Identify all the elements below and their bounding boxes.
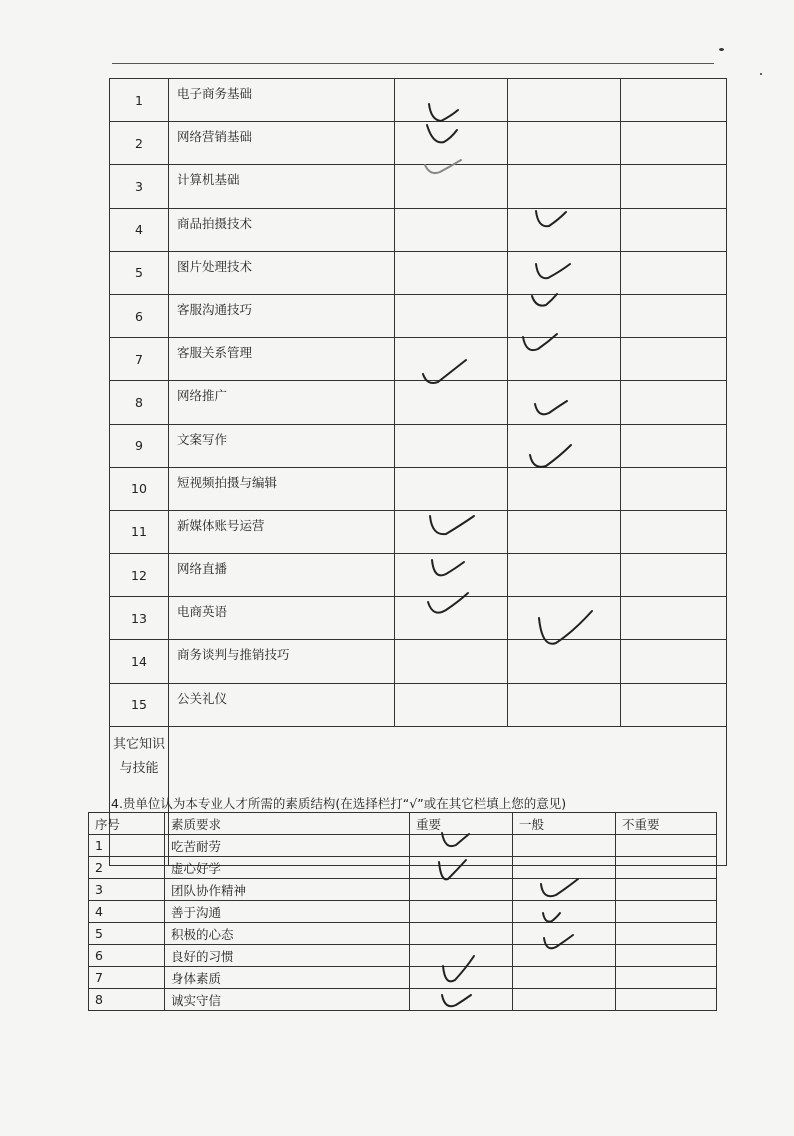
unimportant-cell bbox=[621, 79, 727, 122]
column-header: 序号 bbox=[89, 813, 165, 835]
scan-speck bbox=[760, 73, 762, 75]
row-number: 9 bbox=[110, 424, 169, 467]
normal-cell bbox=[513, 989, 616, 1011]
quality-row bbox=[89, 945, 717, 967]
scan-speck bbox=[719, 48, 724, 51]
quality-name: 良好的习惯 bbox=[165, 945, 410, 967]
quality-name: 团队协作精神 bbox=[165, 879, 410, 901]
unimportant-cell bbox=[616, 989, 717, 1011]
row-number: 8 bbox=[110, 381, 169, 424]
skills-row bbox=[110, 79, 727, 122]
header-rule bbox=[112, 63, 714, 64]
row-number: 4 bbox=[110, 208, 169, 251]
normal-cell bbox=[508, 554, 621, 597]
unimportant-cell bbox=[621, 597, 727, 640]
unimportant-cell bbox=[621, 122, 727, 165]
skill-name: 网络直播 bbox=[169, 554, 395, 597]
unimportant-cell bbox=[621, 165, 727, 208]
normal-cell bbox=[508, 683, 621, 726]
row-number: 8 bbox=[89, 989, 165, 1011]
important-cell bbox=[410, 945, 513, 967]
quality-name: 虚心好学 bbox=[165, 857, 410, 879]
normal-cell bbox=[508, 510, 621, 553]
important-cell bbox=[410, 967, 513, 989]
normal-cell bbox=[513, 879, 616, 901]
skills-row bbox=[110, 165, 727, 208]
quality-row bbox=[89, 835, 717, 857]
important-cell bbox=[395, 251, 508, 294]
row-number: 13 bbox=[110, 597, 169, 640]
normal-cell bbox=[508, 79, 621, 122]
normal-cell bbox=[513, 901, 616, 923]
important-cell bbox=[395, 597, 508, 640]
skill-name: 计算机基础 bbox=[169, 165, 395, 208]
skill-name: 短视频拍摄与编辑 bbox=[169, 467, 395, 510]
skill-name: 电子商务基础 bbox=[169, 79, 395, 122]
skills-row bbox=[110, 640, 727, 683]
quality-name: 善于沟通 bbox=[165, 901, 410, 923]
row-number: 11 bbox=[110, 510, 169, 553]
unimportant-cell bbox=[616, 923, 717, 945]
unimportant-cell bbox=[621, 381, 727, 424]
skills-row bbox=[110, 251, 727, 294]
row-number: 2 bbox=[110, 122, 169, 165]
skills-row bbox=[110, 381, 727, 424]
unimportant-cell bbox=[616, 835, 717, 857]
normal-cell bbox=[508, 122, 621, 165]
important-cell bbox=[395, 467, 508, 510]
row-number: 7 bbox=[110, 338, 169, 381]
quality-name: 吃苦耐劳 bbox=[165, 835, 410, 857]
question-4-text: 4.贵单位认为本专业人才所需的素质结构(在选择栏打“√”或在其它栏填上您的意见) bbox=[111, 796, 567, 811]
quality-row bbox=[89, 967, 717, 989]
normal-cell bbox=[513, 857, 616, 879]
unimportant-cell bbox=[616, 879, 717, 901]
unimportant-cell bbox=[621, 554, 727, 597]
important-cell bbox=[395, 683, 508, 726]
unimportant-cell bbox=[616, 945, 717, 967]
important-cell bbox=[395, 554, 508, 597]
quality-row bbox=[89, 901, 717, 923]
important-cell bbox=[410, 835, 513, 857]
quality-row bbox=[89, 879, 717, 901]
normal-cell bbox=[508, 208, 621, 251]
row-number: 4 bbox=[89, 901, 165, 923]
normal-cell bbox=[508, 294, 621, 337]
unimportant-cell bbox=[621, 251, 727, 294]
column-header: 素质要求 bbox=[165, 813, 410, 835]
skill-name: 公关礼仪 bbox=[169, 683, 395, 726]
skill-name: 图片处理技术 bbox=[169, 251, 395, 294]
skill-name: 商务谈判与推销技巧 bbox=[169, 640, 395, 683]
normal-cell bbox=[508, 597, 621, 640]
row-number: 5 bbox=[110, 251, 169, 294]
unimportant-cell bbox=[616, 857, 717, 879]
skills-row bbox=[110, 294, 727, 337]
quality-name: 积极的心态 bbox=[165, 923, 410, 945]
important-cell bbox=[395, 381, 508, 424]
other-skills-label: 其它知识与技能 bbox=[110, 726, 169, 865]
normal-cell bbox=[508, 424, 621, 467]
important-cell bbox=[410, 923, 513, 945]
important-cell bbox=[395, 640, 508, 683]
skills-row bbox=[110, 467, 727, 510]
unimportant-cell bbox=[621, 510, 727, 553]
important-cell bbox=[410, 989, 513, 1011]
important-cell bbox=[395, 208, 508, 251]
row-number: 6 bbox=[110, 294, 169, 337]
skills-row bbox=[110, 554, 727, 597]
normal-cell bbox=[508, 165, 621, 208]
important-cell bbox=[410, 879, 513, 901]
skill-name: 电商英语 bbox=[169, 597, 395, 640]
important-cell bbox=[395, 79, 508, 122]
quality-header-row bbox=[89, 813, 717, 835]
row-number: 1 bbox=[110, 79, 169, 122]
quality-name: 身体素质 bbox=[165, 967, 410, 989]
skills-table bbox=[109, 78, 727, 866]
row-number: 1 bbox=[89, 835, 165, 857]
skills-row bbox=[110, 683, 727, 726]
row-number: 15 bbox=[110, 683, 169, 726]
row-number: 7 bbox=[89, 967, 165, 989]
row-number: 12 bbox=[110, 554, 169, 597]
skill-name: 网络营销基础 bbox=[169, 122, 395, 165]
row-number: 3 bbox=[110, 165, 169, 208]
unimportant-cell bbox=[621, 294, 727, 337]
important-cell bbox=[395, 424, 508, 467]
unimportant-cell bbox=[616, 967, 717, 989]
unimportant-cell bbox=[621, 208, 727, 251]
quality-row bbox=[89, 923, 717, 945]
important-cell bbox=[395, 338, 508, 381]
important-cell bbox=[410, 901, 513, 923]
normal-cell bbox=[508, 381, 621, 424]
skill-name: 新媒体账号运营 bbox=[169, 510, 395, 553]
skill-name: 客服沟通技巧 bbox=[169, 294, 395, 337]
normal-cell bbox=[513, 923, 616, 945]
quality-row bbox=[89, 857, 717, 879]
row-number: 6 bbox=[89, 945, 165, 967]
skill-name: 文案写作 bbox=[169, 424, 395, 467]
skills-row bbox=[110, 597, 727, 640]
important-cell bbox=[395, 510, 508, 553]
normal-cell bbox=[508, 640, 621, 683]
normal-cell bbox=[508, 338, 621, 381]
column-header: 重要 bbox=[410, 813, 513, 835]
skills-row bbox=[110, 122, 727, 165]
unimportant-cell bbox=[621, 467, 727, 510]
normal-cell bbox=[513, 945, 616, 967]
skill-name: 商品拍摄技术 bbox=[169, 208, 395, 251]
skills-row bbox=[110, 424, 727, 467]
row-number: 5 bbox=[89, 923, 165, 945]
unimportant-cell bbox=[621, 683, 727, 726]
quality-table bbox=[88, 812, 717, 1011]
important-cell bbox=[410, 857, 513, 879]
row-number: 3 bbox=[89, 879, 165, 901]
skill-name: 客服关系管理 bbox=[169, 338, 395, 381]
unimportant-cell bbox=[621, 338, 727, 381]
normal-cell bbox=[508, 467, 621, 510]
normal-cell bbox=[513, 835, 616, 857]
important-cell bbox=[395, 122, 508, 165]
row-number: 2 bbox=[89, 857, 165, 879]
column-header: 一般 bbox=[513, 813, 616, 835]
unimportant-cell bbox=[616, 901, 717, 923]
skill-name: 网络推广 bbox=[169, 381, 395, 424]
skills-row bbox=[110, 510, 727, 553]
row-number: 14 bbox=[110, 640, 169, 683]
important-cell bbox=[395, 165, 508, 208]
normal-cell bbox=[508, 251, 621, 294]
normal-cell bbox=[513, 967, 616, 989]
skills-row bbox=[110, 338, 727, 381]
skills-row bbox=[110, 208, 727, 251]
quality-row bbox=[89, 989, 717, 1011]
row-number: 10 bbox=[110, 467, 169, 510]
column-header: 不重要 bbox=[616, 813, 717, 835]
unimportant-cell bbox=[621, 640, 727, 683]
unimportant-cell bbox=[621, 424, 727, 467]
quality-name: 诚实守信 bbox=[165, 989, 410, 1011]
important-cell bbox=[395, 294, 508, 337]
